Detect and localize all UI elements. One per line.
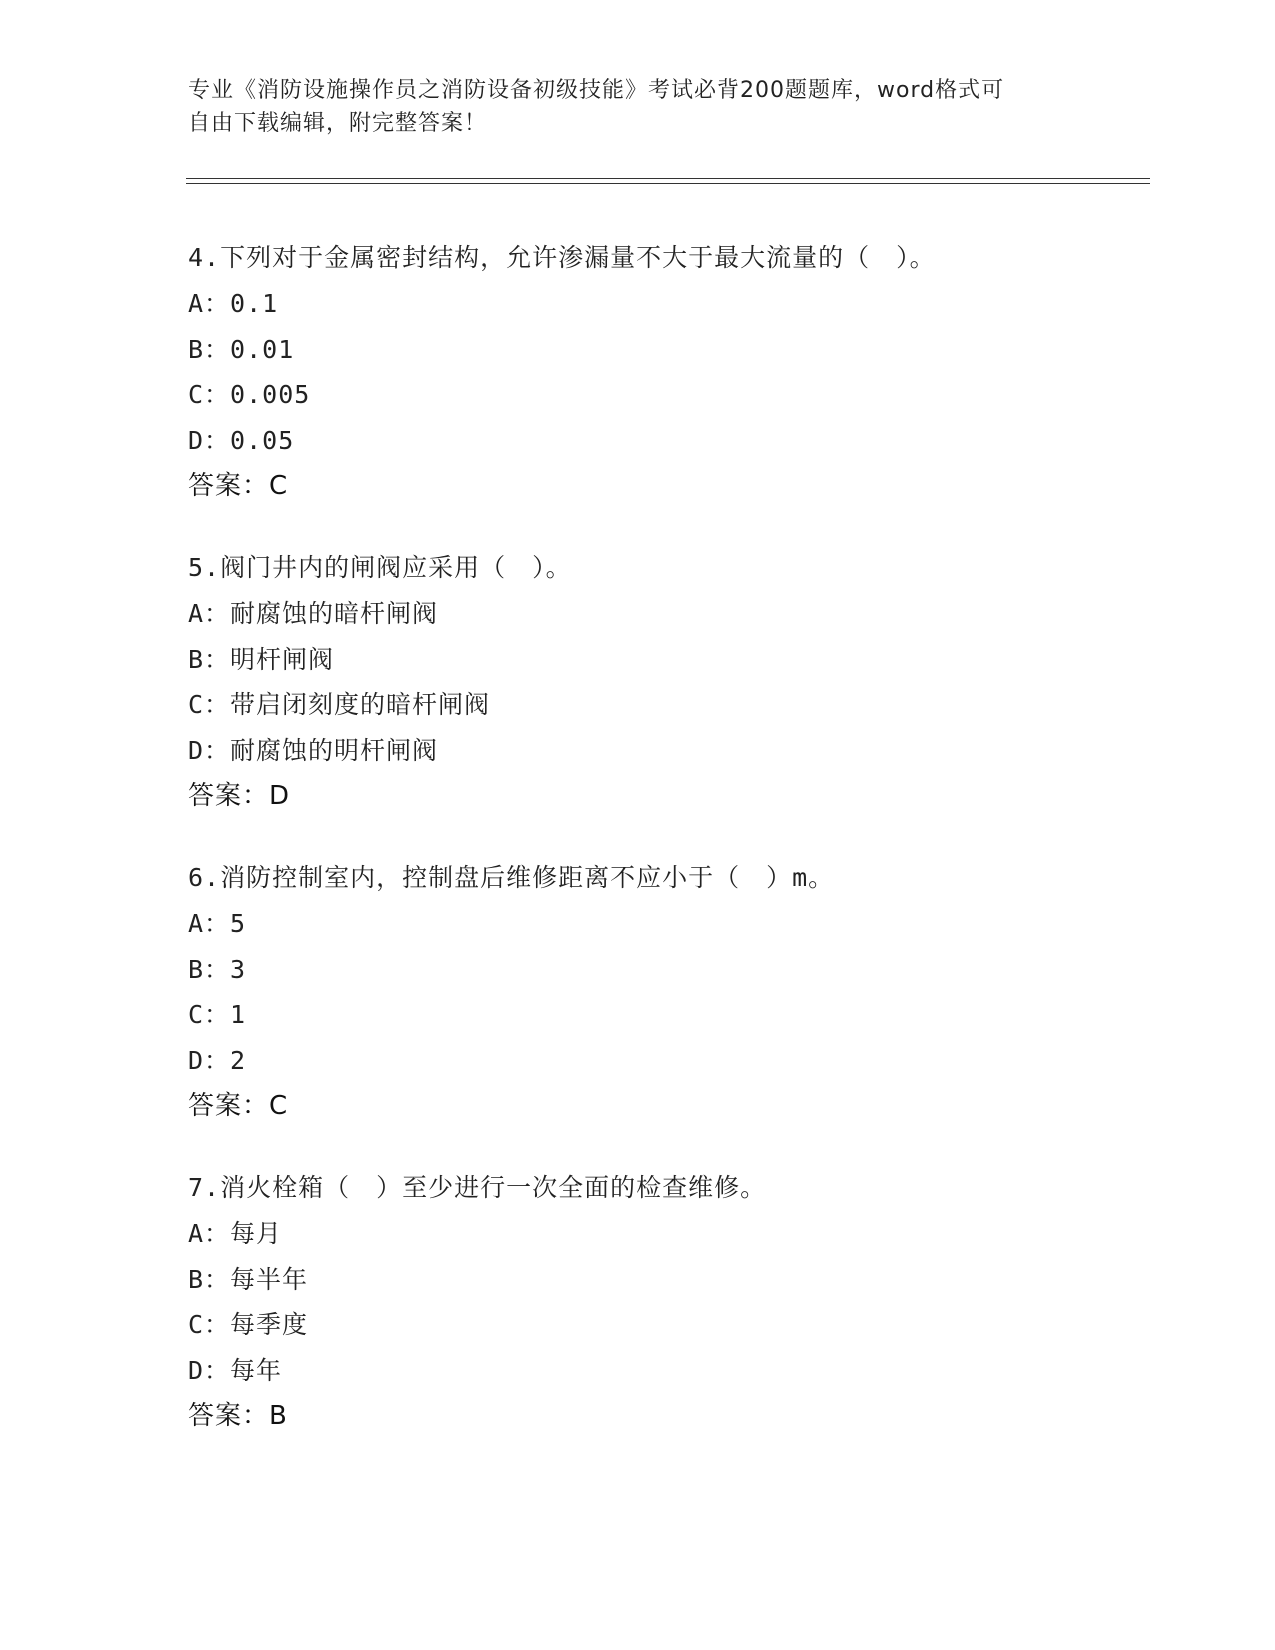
- header-divider-top: [186, 178, 1150, 179]
- option-b: B：0.01: [188, 334, 295, 364]
- answer-line: 答案：C: [188, 1091, 289, 1121]
- question-stem: 7.消火栓箱（ ）至少进行一次全面的检查维修。: [188, 1173, 767, 1202]
- header-divider-bottom: [186, 183, 1150, 184]
- option-d: D：每年: [188, 1355, 283, 1385]
- header-line-1: 专业《消防设施操作员之消防设备初级技能》考试必背200题题库，word格式可: [188, 78, 1005, 103]
- option-d: D：耐腐蚀的明杆闸阀: [188, 735, 439, 765]
- question-list: [188, 235, 1148, 1475]
- answer-line: 答案：C: [188, 471, 289, 501]
- header-line-2: 自由下载编辑，附完整答案！: [188, 111, 488, 136]
- option-a: A：0.1: [188, 289, 279, 318]
- option-c: C：带启闭刻度的暗杆闸阀: [188, 690, 491, 719]
- answer-line: 答案：B: [188, 1401, 288, 1431]
- option-b: B：3: [188, 954, 247, 984]
- question-4: [188, 235, 1148, 509]
- option-b: B：每半年: [188, 1264, 309, 1294]
- option-a: A：耐腐蚀的暗杆闸阀: [188, 599, 439, 628]
- option-a: A：5: [188, 909, 247, 938]
- question-stem: 6.消防控制室内，控制盘后维修距离不应小于（ ）m。: [188, 863, 835, 892]
- option-c: C：0.005: [188, 380, 311, 409]
- option-a: A：每月: [188, 1219, 283, 1248]
- question-stem: 5.阀门井内的闸阀应采用（ ）。: [188, 553, 572, 582]
- question-6: [188, 855, 1148, 1129]
- option-c: C：1: [188, 1000, 247, 1029]
- answer-line: 答案：D: [188, 781, 291, 811]
- question-7: [188, 1165, 1148, 1439]
- option-c: C：每季度: [188, 1310, 309, 1339]
- option-d: D：2: [188, 1045, 247, 1075]
- option-b: B：明杆闸阀: [188, 644, 335, 674]
- option-d: D：0.05: [188, 425, 295, 455]
- document-header: [188, 74, 1088, 140]
- question-5: [188, 545, 1148, 819]
- question-stem: 4.下列对于金属密封结构，允许渗漏量不大于最大流量的（ ）。: [188, 243, 936, 272]
